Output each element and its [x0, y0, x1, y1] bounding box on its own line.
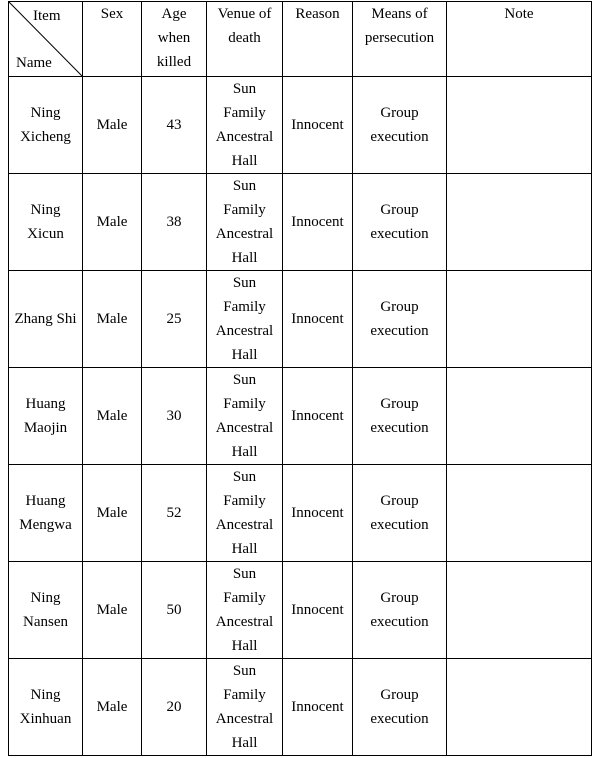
cell-name: Ning Nansen: [9, 562, 83, 659]
cell-age: 30: [142, 368, 207, 465]
cell-reason: Innocent: [283, 368, 353, 465]
header-corner-cell: [9, 2, 83, 77]
table-row: [9, 465, 592, 562]
cell-reason: Innocent: [283, 659, 353, 756]
cell-venue: Sun Family Ancestral Hall: [207, 174, 283, 271]
header-note: Note: [447, 2, 592, 77]
cell-name: Ning Xinhuan: [9, 659, 83, 756]
header-venue: Venue of death: [207, 2, 283, 77]
cell-means: Group execution: [353, 562, 447, 659]
table-row: [9, 77, 592, 174]
cell-means: Group execution: [353, 368, 447, 465]
header-row: [9, 2, 592, 77]
cell-venue: Sun Family Ancestral Hall: [207, 271, 283, 368]
cell-sex: Male: [83, 77, 142, 174]
cell-age: 52: [142, 465, 207, 562]
header-name-label: Name: [16, 55, 52, 71]
cell-note: [447, 562, 592, 659]
header-means: Means of persecution: [353, 2, 447, 77]
header-reason: Reason: [283, 2, 353, 77]
cell-means: Group execution: [353, 659, 447, 756]
cell-means: Group execution: [353, 271, 447, 368]
cell-note: [447, 271, 592, 368]
cell-means: Group execution: [353, 174, 447, 271]
cell-sex: Male: [83, 562, 142, 659]
cell-age: 25: [142, 271, 207, 368]
cell-venue: Sun Family Ancestral Hall: [207, 368, 283, 465]
cell-reason: Innocent: [283, 174, 353, 271]
cell-means: Group execution: [353, 77, 447, 174]
cell-reason: Innocent: [283, 562, 353, 659]
header-item-label: Item: [33, 8, 61, 24]
victims-table-wrapper: [8, 1, 592, 756]
cell-name: Ning Xicun: [9, 174, 83, 271]
table-row: [9, 562, 592, 659]
table-row: [9, 174, 592, 271]
header-age: Age when killed: [142, 2, 207, 77]
cell-venue: Sun Family Ancestral Hall: [207, 562, 283, 659]
cell-means: Group execution: [353, 465, 447, 562]
cell-note: [447, 659, 592, 756]
cell-venue: Sun Family Ancestral Hall: [207, 465, 283, 562]
cell-note: [447, 465, 592, 562]
cell-venue: Sun Family Ancestral Hall: [207, 77, 283, 174]
cell-age: 43: [142, 77, 207, 174]
cell-sex: Male: [83, 659, 142, 756]
cell-venue: Sun Family Ancestral Hall: [207, 659, 283, 756]
table-row: [9, 659, 592, 756]
cell-sex: Male: [83, 465, 142, 562]
cell-reason: Innocent: [283, 271, 353, 368]
header-sex: Sex: [83, 2, 142, 77]
cell-age: 50: [142, 562, 207, 659]
cell-sex: Male: [83, 271, 142, 368]
cell-name: Zhang Shi: [9, 271, 83, 368]
cell-age: 20: [142, 659, 207, 756]
cell-reason: Innocent: [283, 77, 353, 174]
cell-note: [447, 368, 592, 465]
victims-table: [8, 1, 592, 756]
cell-reason: Innocent: [283, 465, 353, 562]
cell-name: Huang Mengwa: [9, 465, 83, 562]
cell-note: [447, 174, 592, 271]
cell-sex: Male: [83, 368, 142, 465]
table-row: [9, 368, 592, 465]
cell-name: Huang Maojin: [9, 368, 83, 465]
cell-age: 38: [142, 174, 207, 271]
table-row: [9, 271, 592, 368]
cell-name: Ning Xicheng: [9, 77, 83, 174]
cell-note: [447, 77, 592, 174]
cell-sex: Male: [83, 174, 142, 271]
